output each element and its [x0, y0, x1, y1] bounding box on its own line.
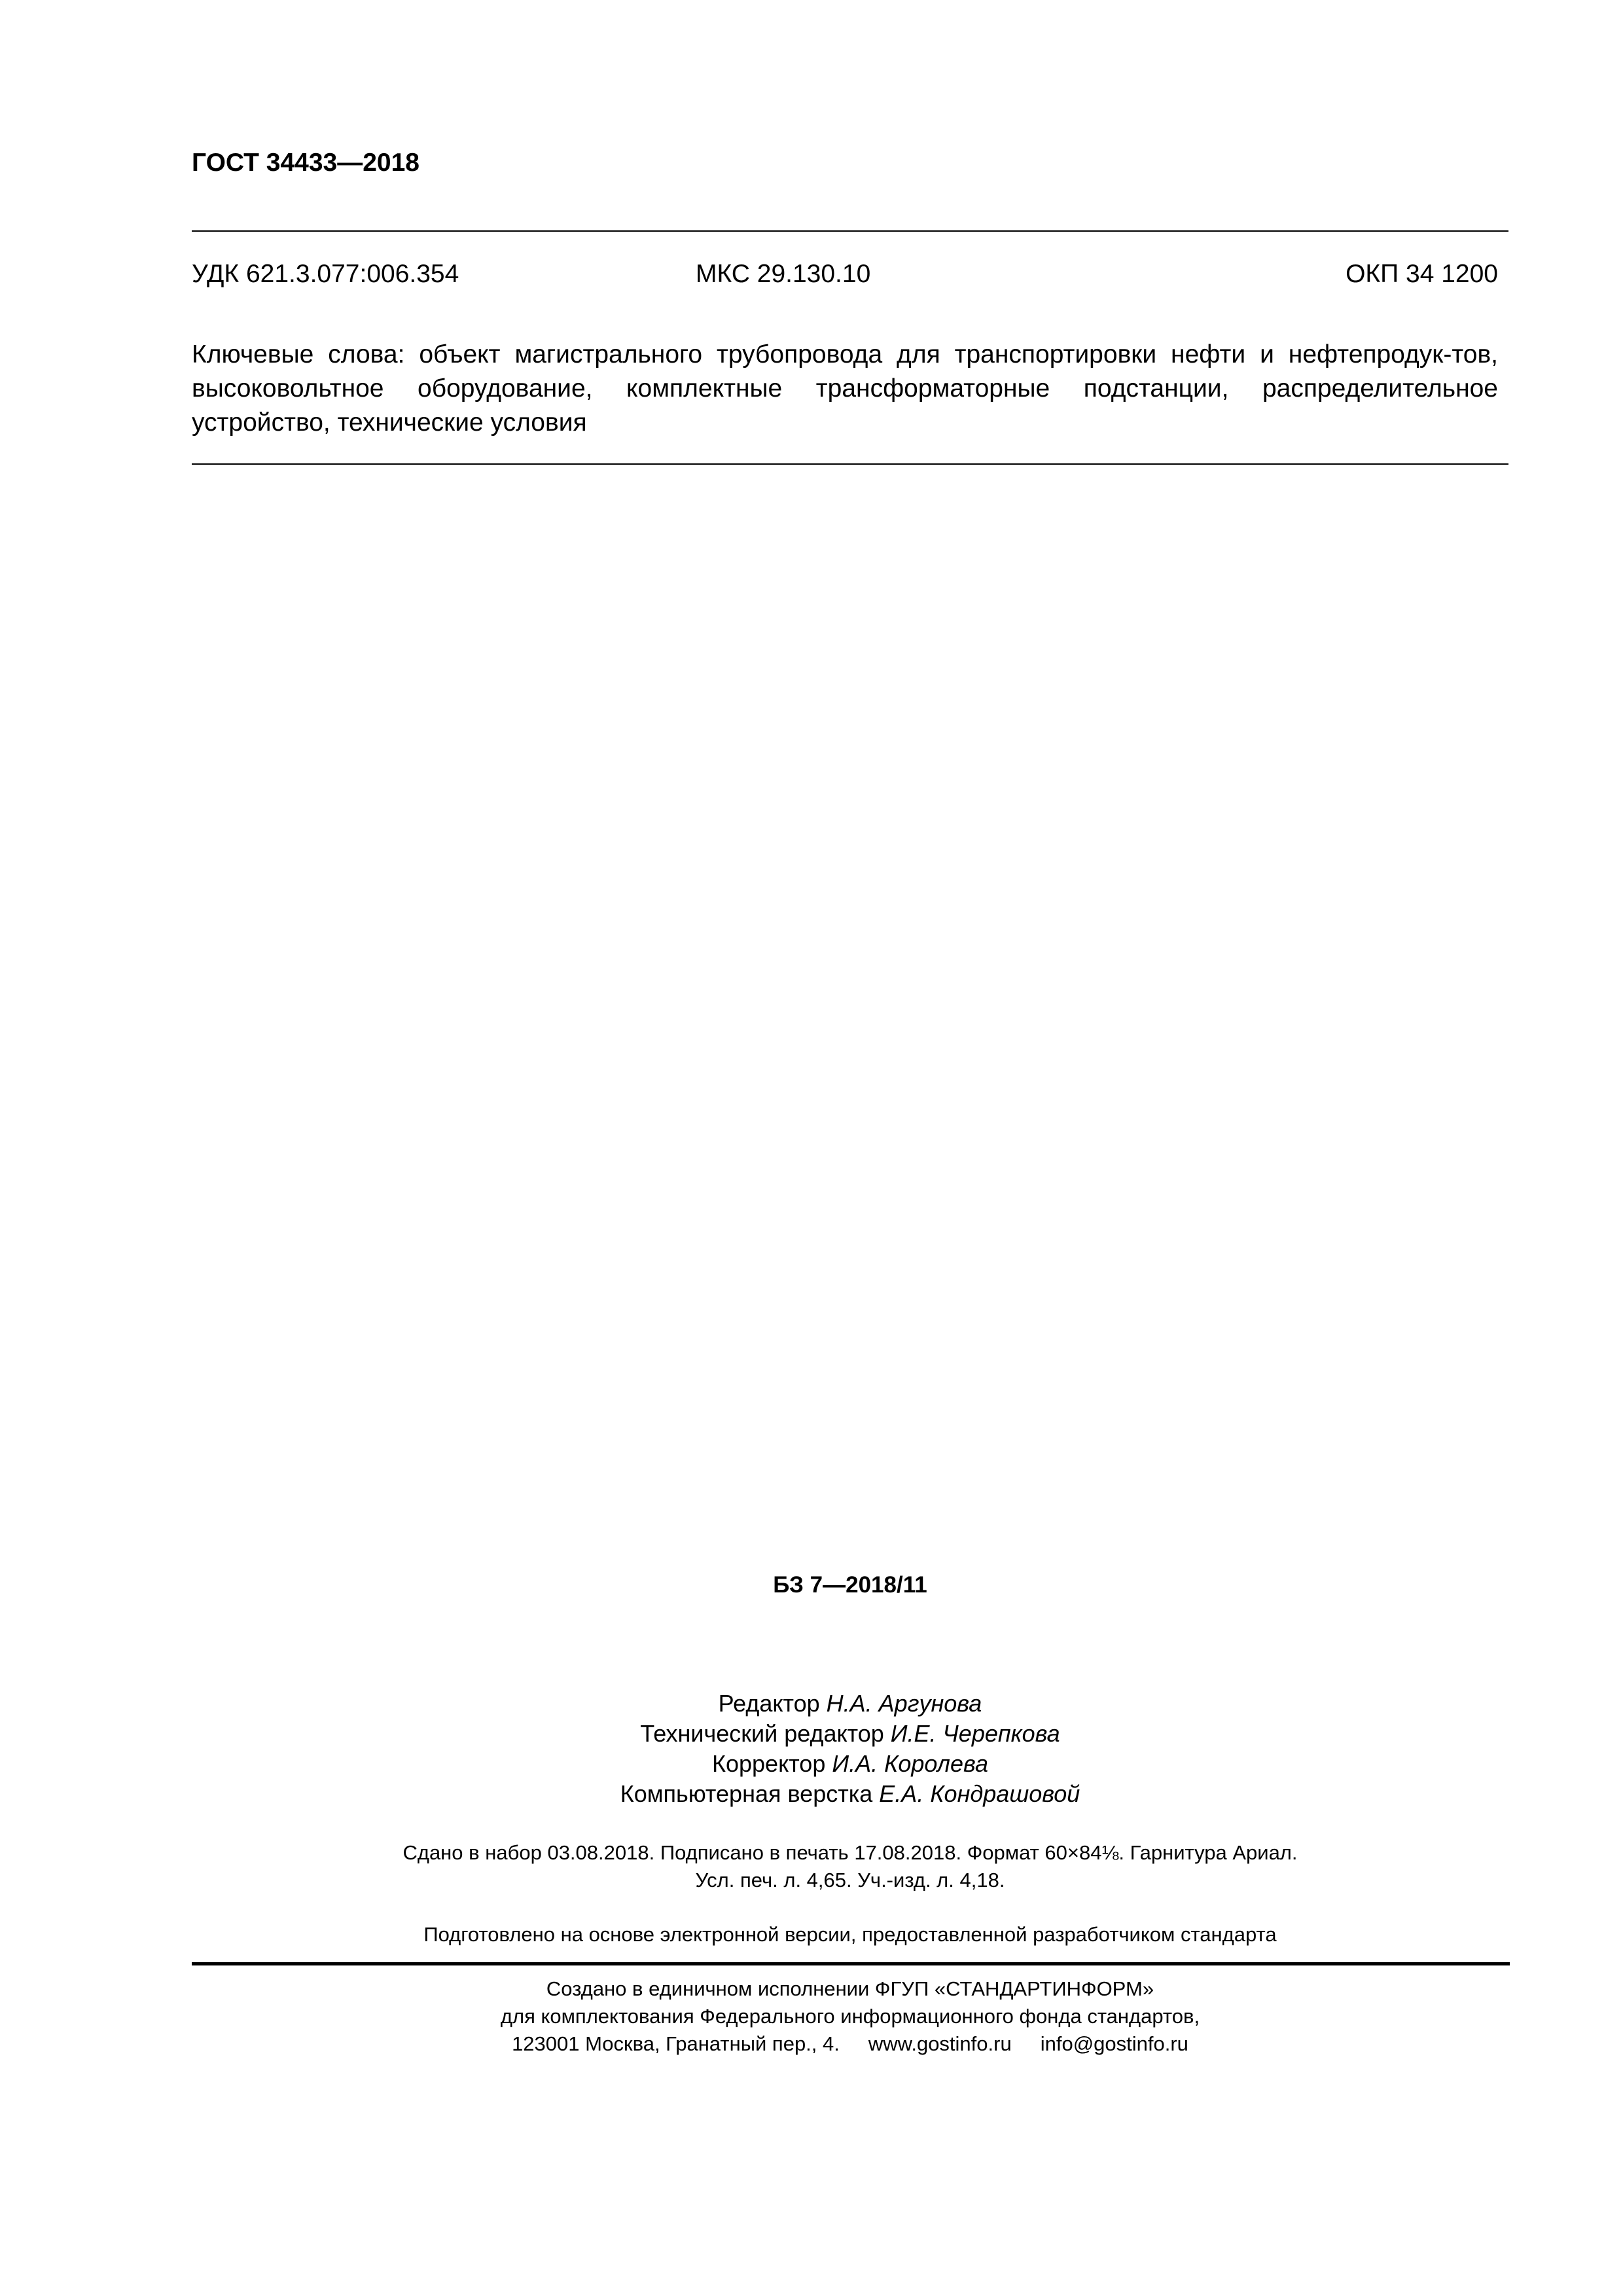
udk-code: УДК 621.3.077:006.354 — [192, 260, 459, 288]
publisher-website-link[interactable]: www.gostinfo.ru — [868, 2032, 1012, 2055]
prepared-note: Подготовлено на основе электронной версии, предоставленной разработчиком стандарта — [423, 1923, 1277, 1946]
publisher-line: для комплектования Федерального информационного фонда стандартов, — [500, 2005, 1200, 2028]
keywords-paragraph: Ключевые слова: объект магистрального трубопровода для транспортировки нефти и нефтепродук-тов, высоковольтное оборудование, комплектные трансформаторные подстанции, распределительное устройство, технические условия — [192, 340, 1498, 437]
publisher-divider — [192, 1962, 1510, 1965]
staff-role: Редактор — [718, 1690, 820, 1717]
staff-name: И.А. Королева — [832, 1750, 988, 1777]
staff-name: И.Е. Черепкова — [890, 1720, 1060, 1747]
publisher-line: Создано в единичном исполнении ФГУП «СТАНДАРТИНФОРМ» — [546, 1977, 1154, 2000]
publisher-contacts — [192, 2030, 1508, 2058]
staff-line-editor — [192, 1689, 1508, 1719]
okp-code: ОКП 34 1200 — [1346, 260, 1498, 288]
staff-credits — [192, 1689, 1508, 1809]
staff-role: Корректор — [712, 1750, 826, 1777]
staff-role: Технический редактор — [640, 1720, 884, 1747]
keywords-divider — [192, 463, 1508, 465]
staff-line-layout — [192, 1779, 1508, 1809]
print-info-line: Усл. печ. л. 4,65. Уч.-изд. л. 4,18. — [695, 1869, 1005, 1892]
publisher-block — [192, 1975, 1508, 2058]
bz-number: БЗ 7—2018/11 — [773, 1572, 927, 1598]
standard-id: ГОСТ 34433—2018 — [192, 149, 419, 177]
top-divider — [192, 230, 1508, 232]
print-info — [192, 1839, 1508, 1894]
staff-name: Е.А. Кондрашовой — [879, 1780, 1080, 1807]
staff-line-tech-editor — [192, 1719, 1508, 1749]
staff-name: Н.А. Аргунова — [826, 1690, 982, 1717]
staff-role: Компьютерная верстка — [620, 1780, 873, 1807]
print-info-line: Сдано в набор 03.08.2018. Подписано в печать 17.08.2018. Формат 60×84⅛. Гарнитура Ариал. — [402, 1841, 1298, 1864]
classification-row — [192, 259, 1498, 290]
publisher-email-link[interactable]: info@gostinfo.ru — [1040, 2032, 1188, 2055]
mks-code: МКС 29.130.10 — [696, 260, 871, 288]
staff-line-corrector — [192, 1749, 1508, 1779]
publisher-address: 123001 Москва, Гранатный пер., 4. — [512, 2032, 840, 2055]
